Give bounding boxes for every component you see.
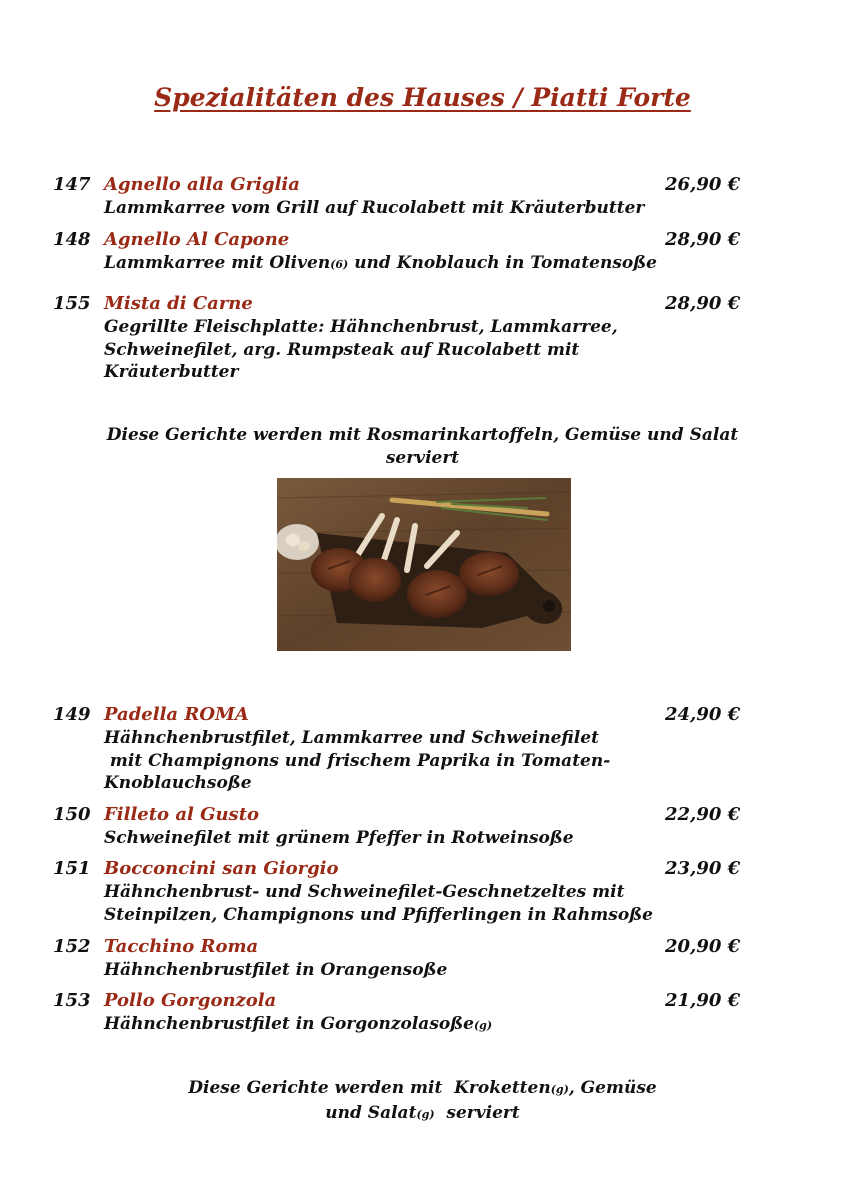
item-number: 150 xyxy=(53,804,91,825)
allergen-note: (g) xyxy=(550,1083,569,1096)
item-number: 149 xyxy=(53,704,91,725)
item-name: Agnello Al Capone xyxy=(104,229,290,250)
item-price: 20,90 € xyxy=(665,936,741,957)
allergen-note: (g) xyxy=(416,1107,435,1121)
desc-line: mit Champignons und frischem Paprika in Tomaten- xyxy=(104,750,611,771)
item-description xyxy=(104,1013,492,1038)
side-dish-note xyxy=(0,424,845,469)
desc-text: Lammkarree mit Oliven xyxy=(104,253,331,273)
desc-line: Lammkarree vom Grill auf Rucolabett mit Kräuterbutter xyxy=(104,198,645,218)
desc-line: Steinpilzen, Champignons und Pfifferlingen in Rahmsoße xyxy=(104,904,653,925)
item-name: Tacchino Roma xyxy=(104,936,259,957)
item-description xyxy=(104,959,447,982)
note-text: serviert xyxy=(434,1102,520,1123)
note-text: Diese Gerichte werden mit Kroketten xyxy=(188,1078,551,1098)
desc-line: Hähnchenbrustfilet in Orangensoße xyxy=(104,960,448,980)
desc-line: Knoblauchsoße xyxy=(104,773,252,793)
page-title: Spezialitäten des Hauses / Piatti Forte xyxy=(154,83,691,112)
desc-text: und Knoblauch in Tomatensoße xyxy=(348,253,657,273)
desc-line: Hähnchenbrust- und Schweinefilet-Geschnetzeltes mit xyxy=(104,882,625,902)
item-name: Bocconcini san Giorgio xyxy=(104,858,339,879)
side-dish-note xyxy=(0,1077,845,1126)
item-price: 23,90 € xyxy=(665,858,741,879)
item-price: 24,90 € xyxy=(665,704,741,725)
item-name: Filleto al Gusto xyxy=(104,804,260,825)
item-description xyxy=(104,252,657,277)
desc-line: Schweinefilet, arg. Rumpsteak auf Rucolabett mit xyxy=(104,339,580,360)
desc-text: Hähnchenbrustfilet in Gorgonzolasoße xyxy=(104,1014,474,1034)
desc-line: Hähnchenbrustfilet, Lammkarree und Schweinefilet xyxy=(104,728,599,748)
item-price: 21,90 € xyxy=(665,990,741,1011)
note-line: Diese Gerichte werden mit Rosmarinkartoffeln, Gemüse und Salat xyxy=(106,425,739,445)
item-description xyxy=(104,727,610,795)
item-name: Padella ROMA xyxy=(104,704,249,725)
desc-line xyxy=(104,252,657,277)
note-text: und Salat xyxy=(325,1102,417,1123)
item-name: Pollo Gorgonzola xyxy=(104,990,277,1011)
item-price: 26,90 € xyxy=(665,174,741,195)
desc-line xyxy=(104,1013,492,1038)
desc-line: Kräuterbutter xyxy=(104,362,239,382)
item-number: 147 xyxy=(53,174,91,195)
item-name: Mista di Carne xyxy=(104,293,253,314)
note-text: , Gemüse xyxy=(568,1078,657,1098)
note-line: serviert xyxy=(385,447,460,468)
item-description xyxy=(104,881,653,926)
allergen-note: (6) xyxy=(330,258,349,271)
item-price: 28,90 € xyxy=(665,293,741,314)
item-description xyxy=(104,316,618,384)
item-number: 155 xyxy=(53,293,91,314)
item-description xyxy=(104,827,574,850)
item-number: 148 xyxy=(53,229,91,250)
item-number: 151 xyxy=(53,858,91,879)
item-description xyxy=(104,197,644,220)
item-name: Agnello alla Griglia xyxy=(104,174,300,195)
desc-line: Gegrillte Fleischplatte: Hähnchenbrust, Lammkarree, xyxy=(104,317,618,337)
note-line xyxy=(0,1102,845,1127)
item-price: 22,90 € xyxy=(665,804,741,825)
allergen-note: (g) xyxy=(473,1019,493,1032)
item-number: 153 xyxy=(53,990,91,1011)
grilled-lamb-chops-photo xyxy=(277,478,571,651)
note-line xyxy=(0,1077,845,1102)
item-price: 28,90 € xyxy=(665,229,741,250)
item-number: 152 xyxy=(53,936,91,957)
desc-line: Schweinefilet mit grünem Pfeffer in Rotweinsoße xyxy=(104,828,574,848)
